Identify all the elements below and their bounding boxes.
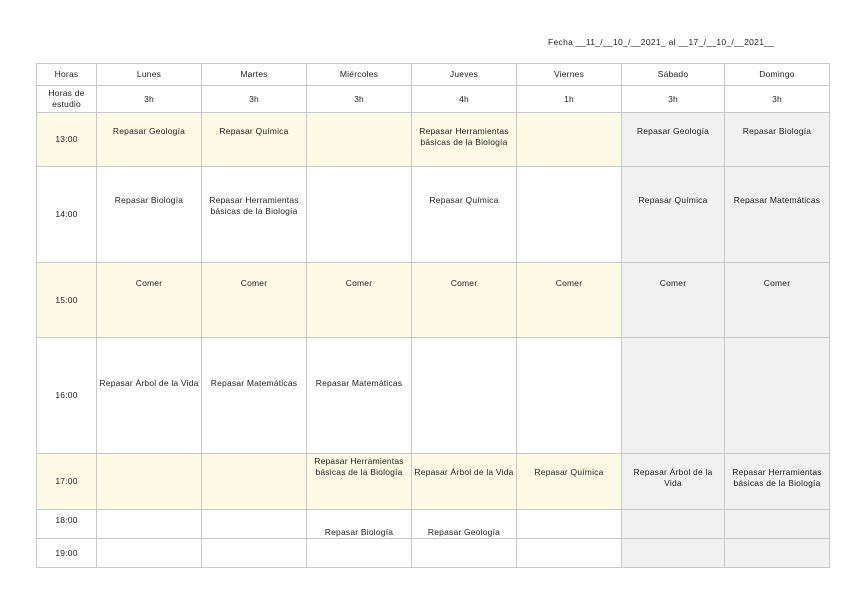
schedule-cell: Repasar Árbol de la Vida bbox=[412, 454, 517, 510]
schedule-cell: Repasar Árbol de la Vida bbox=[97, 338, 202, 454]
schedule-cell bbox=[412, 539, 517, 568]
schedule-cell: Comer bbox=[412, 263, 517, 338]
schedule-cell bbox=[307, 539, 412, 568]
schedule-cell bbox=[307, 167, 412, 263]
study-hours-row bbox=[37, 86, 830, 113]
table-row bbox=[37, 263, 830, 338]
time-label: 13:00 bbox=[37, 113, 97, 167]
header-thursday: Jueves bbox=[412, 64, 517, 86]
schedule-cell bbox=[517, 510, 622, 539]
header-hours: Horas bbox=[37, 64, 97, 86]
schedule-cell bbox=[517, 113, 622, 167]
header-friday: Viernes bbox=[517, 64, 622, 86]
schedule-cell bbox=[97, 539, 202, 568]
table-row bbox=[37, 338, 830, 454]
time-label: 15:00 bbox=[37, 263, 97, 338]
schedule-cell bbox=[725, 510, 830, 539]
schedule-cell: Repasar Matemáticas bbox=[307, 338, 412, 454]
study-hours-value: 3h bbox=[622, 86, 725, 113]
schedule-cell: Repasar Herramientas básicas de la Biología bbox=[412, 113, 517, 167]
table-row bbox=[37, 113, 830, 167]
schedule-cell: Comer bbox=[97, 263, 202, 338]
schedule-cell: Repasar Geología bbox=[412, 510, 517, 539]
date-range: Fecha __11_/__10_/__2021_ al __17_/__10_/__2021__ bbox=[548, 37, 775, 47]
study-hours-value: 1h bbox=[517, 86, 622, 113]
schedule-cell bbox=[725, 338, 830, 454]
schedule-cell: Comer bbox=[725, 263, 830, 338]
schedule-cell: Repasar Química bbox=[622, 167, 725, 263]
schedule-cell: Repasar Matemáticas bbox=[725, 167, 830, 263]
table-row bbox=[37, 167, 830, 263]
schedule-cell: Repasar Química bbox=[202, 113, 307, 167]
time-label: 18:00 bbox=[37, 510, 97, 539]
schedule-cell bbox=[622, 510, 725, 539]
schedule-table bbox=[36, 63, 830, 568]
schedule-cell: Repasar Herramientas básicas de la Biología bbox=[202, 167, 307, 263]
schedule-cell: Comer bbox=[307, 263, 412, 338]
schedule-cell bbox=[202, 454, 307, 510]
schedule-cell: Repasar Biología bbox=[725, 113, 830, 167]
schedule-cell bbox=[517, 167, 622, 263]
table-row bbox=[37, 454, 830, 510]
schedule-cell bbox=[97, 454, 202, 510]
header-tuesday: Martes bbox=[202, 64, 307, 86]
time-label: 19:00 bbox=[37, 539, 97, 568]
header-wednesday: Miércoles bbox=[307, 64, 412, 86]
time-label: 14:00 bbox=[37, 167, 97, 263]
schedule-cell: Repasar Química bbox=[412, 167, 517, 263]
schedule-cell: Comer bbox=[517, 263, 622, 338]
schedule-cell bbox=[202, 510, 307, 539]
schedule-cell bbox=[307, 113, 412, 167]
time-label: 16:00 bbox=[37, 338, 97, 454]
study-hours-label: Horas de estudio bbox=[37, 86, 97, 113]
schedule-cell bbox=[517, 338, 622, 454]
time-label: 17:00 bbox=[37, 454, 97, 510]
schedule-cell: Repasar Herramientas básicas de la Biología bbox=[307, 454, 412, 510]
table-row bbox=[37, 510, 830, 539]
study-hours-value: 4h bbox=[412, 86, 517, 113]
schedule-cell: Repasar Geología bbox=[97, 113, 202, 167]
header-sunday: Domingo bbox=[725, 64, 830, 86]
study-hours-value: 3h bbox=[202, 86, 307, 113]
schedule-cell bbox=[725, 539, 830, 568]
schedule-cell bbox=[412, 338, 517, 454]
schedule-cell: Repasar Biología bbox=[97, 167, 202, 263]
study-hours-value: 3h bbox=[97, 86, 202, 113]
schedule-cell bbox=[622, 539, 725, 568]
schedule-cell: Repasar Geología bbox=[622, 113, 725, 167]
schedule-cell: Repasar Biología bbox=[307, 510, 412, 539]
schedule-cell: Comer bbox=[202, 263, 307, 338]
schedule-cell: Repasar Química bbox=[517, 454, 622, 510]
schedule-cell: Repasar Herramientas básicas de la Biología bbox=[725, 454, 830, 510]
header-monday: Lunes bbox=[97, 64, 202, 86]
table-row bbox=[37, 539, 830, 568]
schedule-cell bbox=[517, 539, 622, 568]
schedule-cell: Repasar Matemáticas bbox=[202, 338, 307, 454]
schedule-cell bbox=[622, 338, 725, 454]
study-hours-value: 3h bbox=[307, 86, 412, 113]
study-hours-value: 3h bbox=[725, 86, 830, 113]
schedule-cell bbox=[97, 510, 202, 539]
schedule-cell: Comer bbox=[622, 263, 725, 338]
schedule-cell: Repasar Árbol de la Vida bbox=[622, 454, 725, 510]
header-saturday: Sábado bbox=[622, 64, 725, 86]
header-row bbox=[37, 64, 830, 86]
schedule-cell bbox=[202, 539, 307, 568]
